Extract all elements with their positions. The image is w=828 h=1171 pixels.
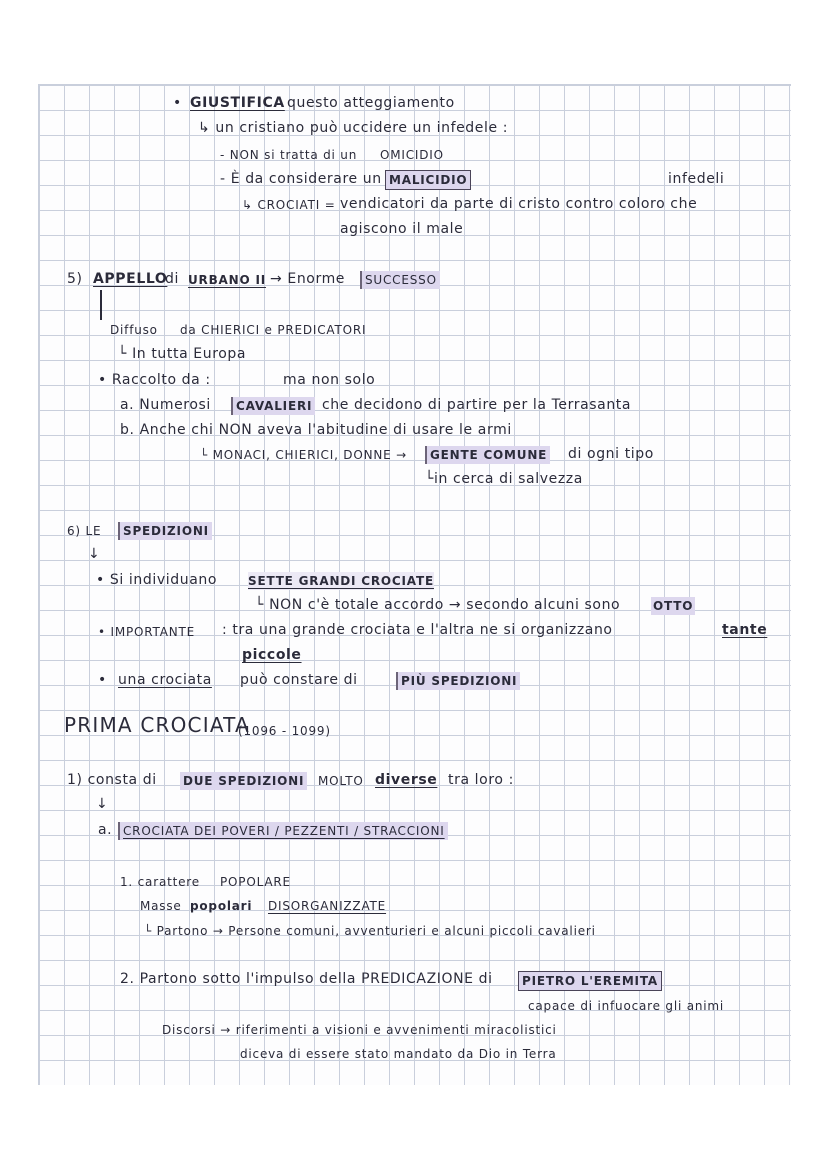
keyword-urbano: URBANO II (188, 273, 266, 287)
connector-line (100, 290, 102, 320)
text-line: può constare di (240, 672, 358, 688)
keyword-disorganizzate: DISORGANIZZATE (268, 899, 387, 913)
bullet: • (173, 95, 182, 111)
keyword-una-crociata: una crociata (118, 672, 212, 688)
text-line: └in cerca di salvezza (425, 471, 583, 487)
text-line: POPOLARE (220, 875, 291, 889)
text-line: └ In tutta Europa (118, 346, 247, 362)
keyword-tante: tante (722, 622, 768, 638)
text-line: tra loro : (448, 772, 514, 788)
keyword-diverse: diverse (375, 772, 438, 788)
text-line: OMICIDIO (380, 148, 444, 162)
text-line: agiscono il male (340, 221, 464, 237)
section-number: 6) LE (67, 524, 102, 538)
text-line: → Enorme (270, 271, 346, 287)
highlight-due-spedizioni: DUE SPEDIZIONI (180, 772, 307, 790)
text-line: └ NON c'è totale accordo → secondo alcuni sono (255, 597, 621, 613)
text-line: - NON si tratta di un (220, 148, 358, 162)
text-line: b. Anche chi NON aveva l'abitudine di usare le armi (120, 422, 512, 438)
heading-years: (1096 - 1099) (238, 724, 331, 738)
text-line: • Raccolto da : (98, 372, 211, 388)
keyword-popolari: popolari (190, 899, 253, 913)
text-line: diceva di essere stato mandato da Dio in Terra (240, 1047, 557, 1061)
keyword-giustifica: GIUSTIFICA (190, 95, 285, 111)
annotation: capace di infuocare gli animi (528, 999, 725, 1013)
keyword-piccole: piccole (242, 647, 302, 663)
text-line: └ Partono → Persone comuni, avventurieri e alcuni piccoli cavalieri (144, 924, 596, 938)
highlight-piu-spedizioni: PIÙ SPEDIZIONI (396, 672, 520, 690)
text-line: Discorsi → riferimenti a visioni e avvenimenti miracolistici (162, 1023, 557, 1037)
text-line: └ MONACI, CHIERICI, DONNE → (200, 448, 407, 462)
highlight-malicidio: MALICIDIO (385, 170, 471, 190)
highlight-gente-comune: GENTE COMUNE (425, 446, 550, 464)
highlight-spedizioni: SPEDIZIONI (118, 522, 212, 540)
highlight-cavalieri: CAVALIERI (231, 397, 315, 415)
text-line: Masse (140, 899, 182, 913)
text-line: 2. Partono sotto l'impulso della PREDICAZIONE di (120, 971, 493, 987)
text-line: di (165, 271, 179, 287)
text-line: 1) consta di (67, 772, 157, 788)
highlight-crociata-poveri: CROCIATA DEI POVERI / PEZZENTI / STRACCIONI (118, 822, 448, 840)
section-number: 5) (67, 271, 83, 287)
text-line: : tra una grande crociata e l'altra ne si organizzano (222, 622, 613, 638)
arrow-down-icon: ↓ (96, 796, 109, 812)
text-line: MOLTO (318, 774, 364, 788)
text-line: vendicatori da parte di cristo contro coloro che (340, 196, 698, 212)
annotation: ma non solo (283, 372, 376, 388)
heading-prima-crociata: PRIMA CROCIATA (64, 713, 250, 737)
highlight-sette-crociate: SETTE GRANDI CROCIATE (248, 574, 434, 588)
text-line: a. (98, 822, 113, 838)
text-line: che decidono di partire per la Terrasanta (322, 397, 632, 413)
text-line: questo atteggiamento (287, 95, 455, 111)
text-line: ↳ un cristiano può uccidere un infedele : (198, 120, 509, 136)
keyword-appello: APPELLO (93, 271, 168, 287)
text-line: 1. carattere (120, 875, 200, 889)
text-line: - È da considerare un (220, 171, 382, 187)
highlight-successo: SUCCESSO (360, 271, 440, 289)
text-line: da CHIERICI e PREDICATORI (180, 323, 367, 337)
bullet: • (98, 672, 107, 688)
text-line: • IMPORTANTE (98, 625, 196, 639)
highlight-otto: OTTO (653, 599, 694, 613)
text-line: di ogni tipo (568, 446, 654, 462)
text-line: ↳ CROCIATI = (242, 198, 336, 212)
text-line: a. Numerosi (120, 397, 211, 413)
text-line: • Si individuano (96, 572, 218, 588)
text-line: Diffuso (110, 323, 158, 337)
arrow-down-icon: ↓ (88, 546, 101, 562)
highlight-pietro-eremita: PIETRO L'EREMITA (518, 971, 662, 991)
annotation: infedeli (668, 171, 725, 187)
